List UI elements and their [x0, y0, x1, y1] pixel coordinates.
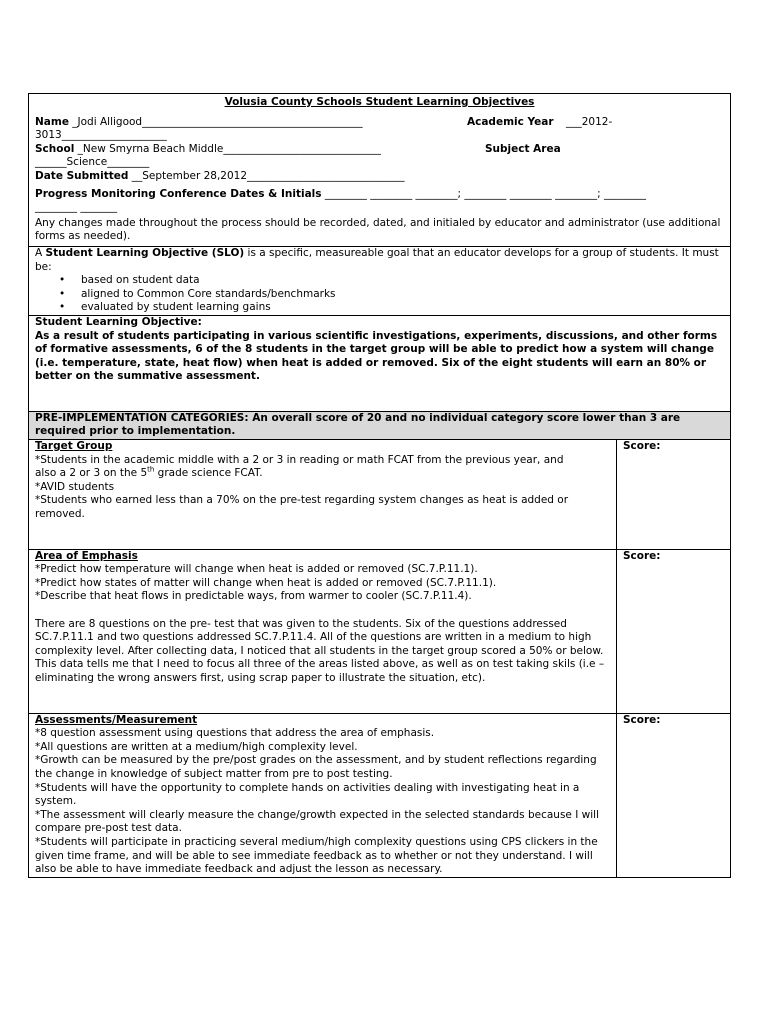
date-label: Date Submitted	[35, 169, 129, 182]
academic-year-label: Academic Year	[467, 115, 554, 128]
score-label: Score:	[623, 440, 661, 453]
school-line	[35, 143, 724, 157]
category-line: *Students who earned less than a 70% on the pre-test regarding system changes as heat is added or removed.	[35, 494, 569, 521]
page-title: Volusia County Schools Student Learning Objectives	[224, 96, 535, 108]
score-cell	[617, 714, 730, 877]
pmc-label: Progress Monitoring Conference Dates & Initials	[35, 187, 322, 200]
slo-definition-rest: is a specific, measureable goal that an educator develops for a group of students. It must be:	[35, 246, 719, 273]
category-line: *AVID students	[35, 480, 115, 493]
list-item: • aligned to Common Core standards/benchmarks	[81, 288, 724, 302]
category-line: *8 question assessment using questions that address the area of emphasis.	[35, 727, 435, 740]
slo-definition-prefix: A	[35, 246, 46, 259]
slo-definition	[29, 247, 730, 316]
category-content	[29, 714, 617, 877]
school-label: School	[35, 142, 75, 155]
pmc-blanks-continued: ________ _______	[35, 201, 118, 214]
category-title: Target Group	[35, 440, 113, 453]
category-content	[29, 440, 617, 549]
date-line	[35, 170, 724, 184]
category-line: *Students in the academic middle with a 2 or 3 in reading or math FCAT from the previous year, and	[35, 453, 564, 466]
category-line: *The assessment will clearly measure the change/growth expected in the selected standards because I will compare pre-post test data.	[35, 808, 600, 835]
header-block	[29, 94, 730, 247]
category-content	[29, 550, 617, 713]
name-label: Name	[35, 115, 69, 128]
slo-form	[28, 93, 731, 878]
category-assessments	[29, 714, 730, 877]
pre-implementation-heading: PRE-IMPLEMENTATION CATEGORIES: An overall score of 20 and no individual category score lower than 3 are required prior to implementation.	[29, 412, 730, 440]
name-value: _Jodi Alligood__________________________________________	[72, 115, 363, 128]
changes-note: Any changes made throughout the process should be recorded, dated, and initialed by educator and administrator (use additional forms as needed).	[35, 216, 721, 243]
category-line: *Describe that heat flows in predictable ways, from warmer to cooler (SC.7.P.11.4).	[35, 590, 472, 603]
category-area-of-emphasis	[29, 550, 730, 714]
subject-area-value: ______Science________	[35, 156, 150, 169]
subject-area-label: Subject Area	[485, 142, 561, 155]
category-line: *Predict how states of matter will change when heat is added or removed (SC.7.P.11.1).	[35, 576, 497, 589]
score-cell	[617, 440, 730, 549]
category-target-group	[29, 440, 730, 550]
category-line: *Students will have the opportunity to complete hands on activities dealing with investigating heat in a system.	[35, 781, 580, 808]
superscript: th	[147, 465, 155, 474]
category-paragraph: There are 8 questions on the pre- test that was given to the students. Six of the questions addressed SC.7.P.11.1 and two questions addressed SC.7.P.11.4. All of the questions are written in a medium to high complexity level. After collecting data, I noticed that all students in the target group scored a 50% or below. This data tells me that I need to focus all three of the areas listed above, as well as on test taking skils (i.e – eliminating the wrong answers first, using scrap paper to illustrate the situation, etc).	[35, 617, 605, 684]
category-line	[35, 467, 610, 481]
slo-statement	[29, 316, 730, 412]
pmc-line	[35, 188, 724, 202]
list-item: • based on student data	[81, 274, 724, 288]
category-line: *Predict how temperature will change when heat is added or removed (SC.7.P.11.1).	[35, 563, 478, 576]
list-item: • evaluated by student learning gains	[81, 301, 724, 315]
academic-year-continued: 3013____________________	[35, 129, 167, 142]
score-label: Score:	[623, 713, 661, 726]
slo-criteria-list	[35, 274, 724, 315]
category-title: Area of Emphasis	[35, 549, 138, 562]
name-line	[35, 116, 724, 130]
category-line: *Students will participate in practicing several medium/high complexity questions using CPS clickers in the given time frame, and will be able to see immediate feedback as to whether or not they understand. I will also be able to have immediate feedback and adjust the lesson as necessary.	[35, 835, 598, 876]
slo-statement-text: As a result of students participating in various scientific investigations, experiments, discussions, and other forms of formative assessments, 6 of the 8 students in the target group will be able to predict how a system will change (i.e. temperature, state, heat flow) when heat is added or removed. Six of the eight students will earn an 80% or better on the summative assessment.	[35, 329, 718, 383]
academic-year-value: ___2012-	[566, 115, 613, 128]
score-label: Score:	[623, 549, 661, 562]
category-title: Assessments/Measurement	[35, 713, 198, 726]
pmc-blanks: ________ ________ ________; ________ ________ ________; ________	[324, 187, 646, 200]
grade-text-end: grade science FCAT.	[154, 467, 263, 480]
slo-statement-label: Student Learning Objective:	[35, 315, 202, 328]
date-value: __September 28,2012______________________________	[131, 169, 405, 182]
score-cell	[617, 550, 730, 713]
slo-definition-text	[35, 247, 724, 274]
category-line: *All questions are written at a medium/high complexity level.	[35, 740, 358, 753]
school-value: _New Smyrna Beach Middle______________________________	[77, 142, 381, 155]
grade-text: also a 2 or 3 on the 5	[35, 467, 148, 480]
slo-term: Student Learning Objective (SLO)	[45, 246, 245, 259]
category-line: *Growth can be measured by the pre/post grades on the assessment, and by student reflections regarding the change in knowledge of subject matter from pre to post testing.	[35, 754, 597, 780]
